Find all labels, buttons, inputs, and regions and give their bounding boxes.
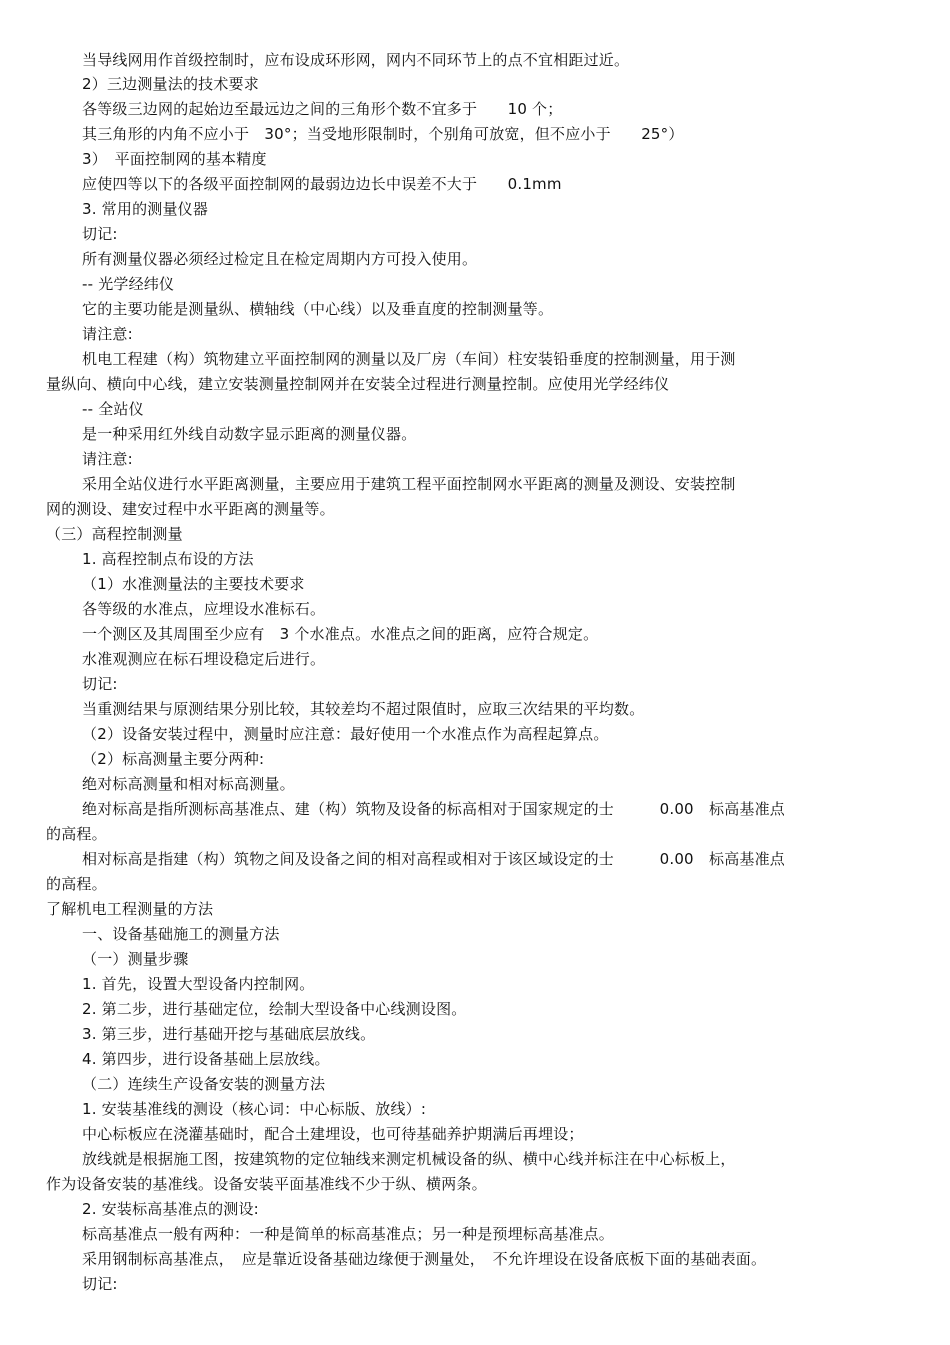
text-line: 2. 安装标高基准点的测设: xyxy=(82,1200,259,1218)
text-line: 其三角形的内角不应小于 30°；当受地形限制时，个别角可放宽，但不应小于 25°） xyxy=(82,125,684,143)
text-line: 采用全站仪进行水平距离测量，主要应用于建筑工程平面控制网水平距离的测量及测设、安装控制 xyxy=(82,475,736,493)
text-line: 中心标板应在浇灌基础时，配合土建埋设，也可待基础养护期满后再埋设； xyxy=(82,1125,584,1143)
text-line: （1）水准测量法的主要技术要求 xyxy=(82,575,305,593)
text-line: 绝对标高是指所测标高基准点、建（构）筑物及设备的标高相对于国家规定的士 0.00 标高基准点 xyxy=(82,800,786,818)
text-line: 当重测结果与原测结果分别比较，其较差均不超过限值时，应取三次结果的平均数。 xyxy=(82,700,645,718)
text-line: 3. 常用的测量仪器 xyxy=(82,200,209,218)
text-line: 1. 安装基准线的测设（核心词：中心标版、放线）: xyxy=(82,1100,427,1118)
text-line: 相对标高是指建（构）筑物之间及设备之间的相对高程或相对于该区域设定的士 0.00 标高基准点 xyxy=(82,850,786,868)
text-line: 是一种采用红外线自动数字显示距离的测量仪器。 xyxy=(82,425,417,443)
text-line: 3） 平面控制网的基本精度 xyxy=(82,150,267,168)
text-line: 4. 第四步，进行设备基础上层放线。 xyxy=(82,1050,330,1068)
text-line: 2. 第二步，进行基础定位，绘制大型设备中心线测设图。 xyxy=(82,1000,467,1018)
text-line: 切记: xyxy=(82,225,118,243)
text-line: 放线就是根据施工图，按建筑物的定位轴线来测定机械设备的纵、横中心线并标注在中心标板上， xyxy=(82,1150,736,1168)
text-line: （一）测量步骤 xyxy=(82,950,189,968)
text-line: 各等级的水准点，应埋设水准标石。 xyxy=(82,600,326,618)
text-line: 量纵向、横向中心线，建立安装测量控制网并在安装全过程进行测量控制。应使用光学经纬仪 xyxy=(46,375,670,393)
text-line: 标高基准点一般有两种：一种是简单的标高基准点；另一种是预埋标高基准点。 xyxy=(82,1225,615,1243)
text-line: 的高程。 xyxy=(46,875,107,893)
text-line: 1. 高程控制点布设的方法 xyxy=(82,550,254,568)
section-heading: （三）高程控制测量 xyxy=(46,525,183,543)
text-line: 当导线网用作首级控制时，应布设成环形网，网内不同环节上的点不宜相距过近。 xyxy=(82,51,630,69)
text-line: 1. 首先，设置大型设备内控制网。 xyxy=(82,975,315,993)
text-line: （2）设备安装过程中，测量时应注意：最好使用一个水准点作为高程起算点。 xyxy=(82,725,609,743)
text-line: 它的主要功能是测量纵、横轴线（中心线）以及垂直度的控制测量等。 xyxy=(82,300,554,318)
text-line: 切记: xyxy=(82,1275,118,1293)
text-line: 机电工程建（构）筑物建立平面控制网的测量以及厂房（车间）柱安装铅垂度的控制测量，用于测 xyxy=(82,350,736,368)
text-line: 一个测区及其周围至少应有 3 个水准点。水准点之间的距离，应符合规定。 xyxy=(82,625,599,643)
text-line: 2）三边测量法的技术要求 xyxy=(82,75,259,93)
text-line: 采用钢制标高基准点， 应是靠近设备基础边缘便于测量处， 不允许埋设在设备底板下面的基础表面。 xyxy=(82,1250,767,1268)
text-line: 应使四等以下的各级平面控制网的最弱边边长中误差不大于 0.1mm xyxy=(82,175,562,193)
text-line: 作为设备安装的基准线。设备安装平面基准线不少于纵、横两条。 xyxy=(46,1175,487,1193)
text-line: （二）连续生产设备安装的测量方法 xyxy=(82,1075,326,1093)
text-line: 请注意: xyxy=(82,450,133,468)
text-line: 请注意: xyxy=(82,325,133,343)
text-line: -- 光学经纬仪 xyxy=(82,275,175,293)
text-line: 各等级三边网的起始边至最远边之间的三角形个数不宜多于 10 个； xyxy=(82,100,563,118)
text-line: 网的测设、建安过程中水平距离的测量等。 xyxy=(46,500,335,518)
text-line: 3. 第三步，进行基础开挖与基础底层放线。 xyxy=(82,1025,376,1043)
text-line: 所有测量仪器必须经过检定且在检定周期内方可投入使用。 xyxy=(82,250,478,268)
text-line: 切记: xyxy=(82,675,118,693)
text-line: 的高程。 xyxy=(46,825,107,843)
text-line: 水准观测应在标石埋设稳定后进行。 xyxy=(82,650,326,668)
text-line: （2）标高测量主要分两种: xyxy=(82,750,265,768)
text-line: -- 全站仪 xyxy=(82,400,144,418)
text-line: 一、设备基础施工的测量方法 xyxy=(82,925,280,943)
section-heading: 了解机电工程测量的方法 xyxy=(46,900,214,918)
text-line: 绝对标高测量和相对标高测量。 xyxy=(82,775,295,793)
